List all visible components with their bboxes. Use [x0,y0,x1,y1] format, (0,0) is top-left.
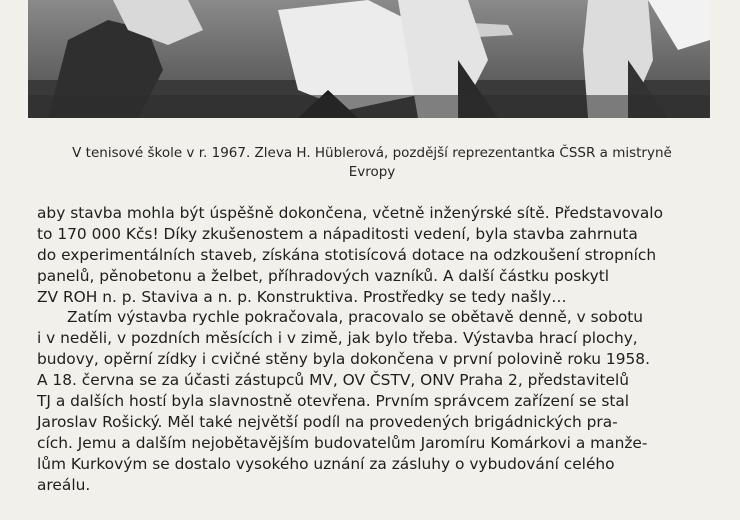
text-line: to 170 000 Kčs! Díky zkušenostem a nápaditosti vedení, byla stavba zahrnuta [37,224,638,243]
text-line: areálu. [37,475,91,494]
text-line: panelů, pěnobetonu a želbet, příhradových vazníků. A další částku poskytl [37,266,610,285]
caption-line: Evropy [348,164,396,180]
text-line: i v neděli, v pozdních měsících i v zimě, jak bylo třeba. Výstavba hrací plochy, [37,329,638,348]
text-line: Zatím výstavba rychle pokračovala, pracovalo se obětavě denně, v sobotu [67,308,644,327]
text-line: aby stavba mohla být úspěšně dokončena, včetně inženýrské sítě. Představovalo [37,204,663,222]
text-line: ZV ROH n. p. Staviva a n. p. Konstruktiva. Prostředky se tedy našly… [37,287,567,306]
text-line: TJ a dalších hostí byla slavnostně otevřena. Prvním správcem zařízení se stal [37,392,630,411]
text-line: do experimentálních staveb, získána stotisícová dotace na odzkoušení stropních [37,245,657,264]
text-line: A 18. června se za účasti zástupců MV, OV ČSTV, ONV Praha 2, představitelů [37,371,630,390]
text-line: budovy, opěrní zídky i cvičné stěny byla dokončena v první polovině roku 1958. [37,350,650,369]
text-line: lům Kurkovým se dostalo vysokého uznání za zásluhy o vybudování celého [37,454,615,473]
caption-line: V tenisové škole v r. 1967. Zleva H. Hüblerová, pozdější reprezentantka ČSSR a mistryně [72,145,672,161]
body-text [37,203,717,495]
photo-scene [28,0,710,118]
photo-caption [22,144,722,182]
text-line: Jaroslav Rošický. Měl také největší podíl na provedených brigádnických pra- [37,412,618,431]
tennis-school-photo [28,0,710,118]
text-line: cích. Jemu a dalším nejobětavějším budovatelům Jaromíru Komárkovi a manže- [37,433,648,452]
